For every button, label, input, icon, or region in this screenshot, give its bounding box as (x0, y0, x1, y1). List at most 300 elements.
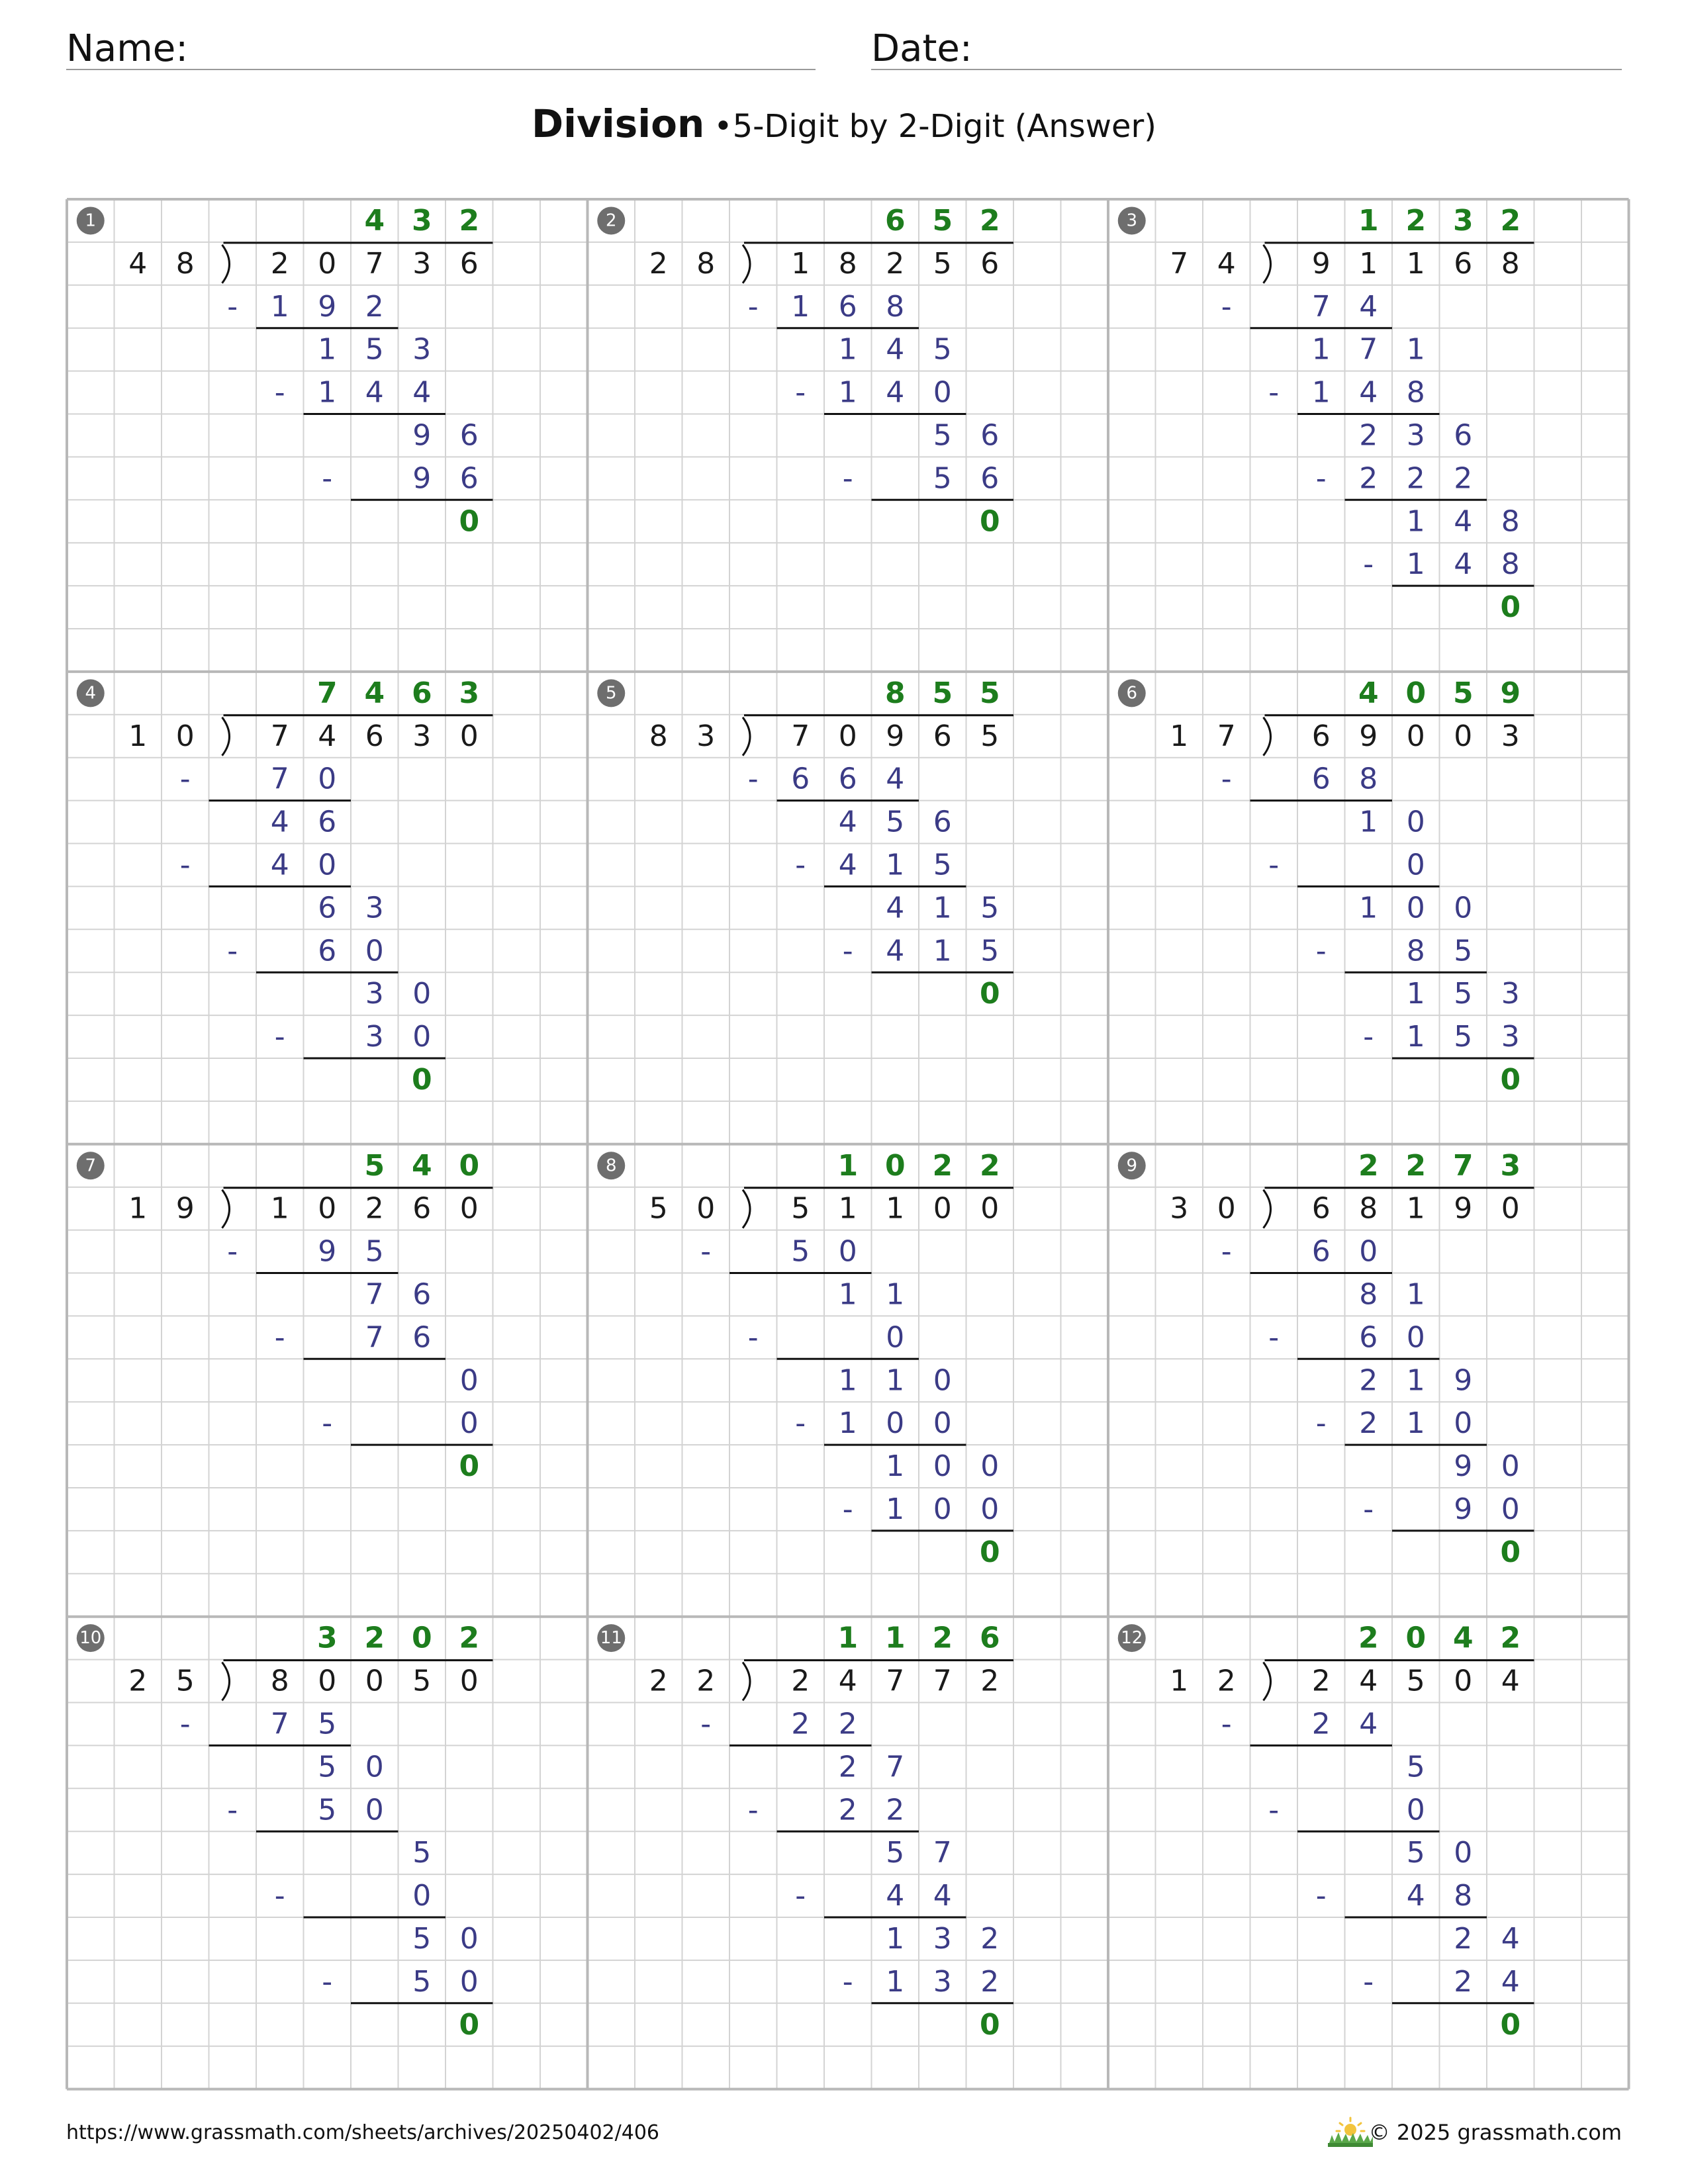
quotient-digit: 2 (364, 1621, 385, 1655)
divisor-digit: 4 (1217, 246, 1236, 281)
dividend-digit: 9 (1359, 719, 1378, 753)
step-digit: 2 (791, 1707, 810, 1741)
minus-sign: - (1315, 934, 1327, 968)
step-digit: 4 (838, 805, 857, 839)
dividend-digit: 5 (791, 1191, 810, 1226)
step-digit: 1 (1406, 1277, 1425, 1312)
problem-number: 3 (1126, 210, 1138, 231)
minus-sign: - (1315, 1879, 1327, 1913)
minus-sign: - (1363, 547, 1374, 582)
divisor-digit: 1 (1170, 719, 1189, 753)
step-digit: 0 (365, 934, 384, 968)
step-digit: 7 (365, 1277, 384, 1312)
quotient-digit: 0 (884, 1148, 906, 1183)
quotient-digit: 2 (932, 1621, 953, 1655)
quotient-digit: 4 (364, 676, 385, 710)
dividend-digit: 6 (980, 246, 1000, 281)
quotient-digit: 2 (459, 1621, 480, 1655)
quotient-digit: 2 (1500, 1621, 1521, 1655)
dividend-digit: 0 (318, 1664, 337, 1698)
step-digit: 4 (933, 1879, 952, 1913)
quotient-digit: 7 (1452, 1148, 1474, 1183)
step-digit: 6 (980, 461, 1000, 496)
quotient-digit: 3 (411, 203, 432, 238)
step-digit: 6 (791, 762, 810, 796)
step-digit: 0 (1359, 1234, 1378, 1269)
step-digit: 1 (886, 848, 905, 882)
dividend-digit: 4 (318, 719, 337, 753)
step-digit: 4 (1501, 1964, 1520, 1999)
dividend-digit: 4 (1501, 1664, 1520, 1698)
division-bracket (743, 717, 750, 756)
step-digit: 0 (886, 1406, 905, 1441)
step-digit: 2 (980, 1921, 1000, 1956)
step-digit: 6 (1311, 1234, 1331, 1269)
step-digit: 4 (886, 762, 905, 796)
quotient-digit: 1 (837, 1621, 859, 1655)
minus-sign: - (747, 1793, 759, 1827)
minus-sign: - (1268, 848, 1280, 882)
minus-sign: - (1268, 1793, 1280, 1827)
minus-sign: - (842, 461, 853, 496)
step-digit: 2 (1359, 461, 1378, 496)
footer-copyright: © 2025 grassmath.com (1368, 2120, 1622, 2145)
step-digit: 1 (838, 375, 857, 410)
remainder-digit: 0 (1500, 2007, 1521, 2042)
quotient-digit: 4 (364, 203, 385, 238)
remainder-digit: 0 (979, 977, 1000, 1011)
step-digit: 1 (1359, 805, 1378, 839)
division-bracket (743, 1190, 750, 1228)
step-digit: 8 (1359, 1277, 1378, 1312)
quotient-digit: 1 (1358, 203, 1379, 238)
step-digit: 8 (1501, 547, 1520, 582)
dividend-digit: 0 (838, 719, 857, 753)
step-digit: 0 (1454, 1836, 1473, 1870)
dividend-digit: 1 (1359, 246, 1378, 281)
minus-sign: - (795, 848, 806, 882)
quotient-digit: 5 (364, 1148, 385, 1183)
step-digit: 1 (1406, 977, 1425, 1011)
minus-sign: - (1221, 1707, 1232, 1741)
divisor-digit: 2 (128, 1664, 148, 1698)
division-bracket (1264, 1190, 1271, 1228)
step-digit: 9 (1454, 1449, 1473, 1484)
remainder-digit: 0 (979, 504, 1000, 539)
quotient-digit: 7 (316, 676, 338, 710)
step-digit: 1 (1406, 1363, 1425, 1398)
dividend-digit: 8 (270, 1664, 289, 1698)
dividend-digit: 7 (365, 246, 384, 281)
step-digit: 0 (1406, 1320, 1425, 1355)
divisor-digit: 1 (128, 719, 148, 753)
step-digit: 6 (933, 805, 952, 839)
quotient-digit: 5 (1452, 676, 1474, 710)
step-digit: 0 (318, 848, 337, 882)
dividend-digit: 0 (1454, 719, 1473, 753)
dividend-digit: 1 (886, 1191, 905, 1226)
dividend-digit: 0 (459, 1664, 479, 1698)
step-digit: 6 (838, 762, 857, 796)
step-digit: 2 (1311, 1707, 1331, 1741)
step-digit: 1 (886, 1277, 905, 1312)
step-digit: 3 (412, 332, 432, 367)
step-digit: 2 (1359, 1406, 1378, 1441)
dividend-digit: 2 (791, 1664, 810, 1698)
step-digit: 5 (365, 332, 384, 367)
step-digit: 5 (886, 1836, 905, 1870)
quotient-digit: 3 (1452, 203, 1474, 238)
dividend-digit: 0 (318, 1191, 337, 1226)
dividend-digit: 8 (838, 246, 857, 281)
dividend-digit: 8 (1501, 246, 1520, 281)
step-digit: 2 (838, 1793, 857, 1827)
minus-sign: - (842, 1492, 853, 1526)
step-digit: 6 (1454, 418, 1473, 453)
step-digit: 2 (1406, 461, 1425, 496)
minus-sign: - (322, 1964, 333, 1999)
step-digit: 7 (270, 762, 289, 796)
step-digit: 0 (412, 977, 432, 1011)
dividend-digit: 3 (1501, 719, 1520, 753)
divisor-digit: 1 (128, 1191, 148, 1226)
step-digit: 5 (980, 891, 1000, 925)
step-digit: 5 (980, 934, 1000, 968)
step-digit: 1 (1359, 891, 1378, 925)
step-digit: 1 (886, 1492, 905, 1526)
divisor-digit: 2 (649, 246, 668, 281)
divisor-digit: 3 (1170, 1191, 1189, 1226)
remainder-digit: 0 (979, 1535, 1000, 1569)
step-digit: 0 (933, 1492, 952, 1526)
step-digit: 1 (838, 332, 857, 367)
division-bracket (1264, 245, 1271, 283)
step-digit: 4 (886, 934, 905, 968)
step-digit: 2 (1454, 461, 1473, 496)
step-digit: 3 (365, 891, 384, 925)
footer-url[interactable]: https://www.grassmath.com/sheets/archives/20250402/406 (66, 2121, 660, 2144)
step-digit: 5 (933, 461, 952, 496)
step-digit: 5 (886, 805, 905, 839)
step-digit: 2 (838, 1750, 857, 1784)
step-digit: 1 (886, 1921, 905, 1956)
minus-sign: - (227, 1234, 238, 1269)
quotient-digit: 0 (411, 1621, 432, 1655)
step-digit: 4 (270, 848, 289, 882)
minus-sign: - (227, 289, 238, 324)
quotient-digit: 2 (1358, 1148, 1379, 1183)
dividend-digit: 2 (270, 246, 289, 281)
step-digit: 2 (365, 289, 384, 324)
step-digit: 8 (1359, 762, 1378, 796)
step-digit: 0 (459, 1406, 479, 1441)
dividend-digit: 2 (980, 1664, 1000, 1698)
step-digit: 0 (933, 1449, 952, 1484)
step-digit: 7 (1311, 289, 1331, 324)
dividend-digit: 9 (886, 719, 905, 753)
title-separator: • (714, 108, 733, 145)
step-digit: 6 (412, 1320, 432, 1355)
step-digit: 7 (1359, 332, 1378, 367)
problem-number: 11 (600, 1628, 622, 1649)
dividend-digit: 3 (412, 246, 432, 281)
minus-sign: - (747, 1320, 759, 1355)
problem-number: 5 (605, 683, 617, 704)
division-bracket (1264, 717, 1271, 756)
dividend-digit: 2 (365, 1191, 384, 1226)
quotient-digit: 3 (459, 676, 480, 710)
minus-sign: - (179, 848, 191, 882)
step-digit: 3 (365, 977, 384, 1011)
problem-number: 8 (605, 1156, 617, 1176)
step-digit: 8 (1501, 504, 1520, 539)
step-digit: 1 (318, 375, 337, 410)
divisor-digit: 4 (128, 246, 148, 281)
quotient-digit: 6 (884, 203, 906, 238)
step-digit: 2 (886, 1793, 905, 1827)
step-digit: 6 (318, 891, 337, 925)
step-digit: 4 (886, 891, 905, 925)
quotient-digit: 2 (1405, 1148, 1427, 1183)
dividend-digit: 5 (412, 1664, 432, 1698)
step-digit: 5 (1454, 934, 1473, 968)
quotient-digit: 4 (1358, 676, 1379, 710)
step-digit: 2 (980, 1964, 1000, 1999)
step-digit: 0 (459, 1921, 479, 1956)
step-digit: 1 (1406, 547, 1425, 582)
dividend-digit: 0 (318, 246, 337, 281)
step-digit: 6 (838, 289, 857, 324)
dividend-digit: 7 (270, 719, 289, 753)
remainder-digit: 0 (1500, 1535, 1521, 1569)
step-digit: 4 (1501, 1921, 1520, 1956)
minus-sign: - (747, 762, 759, 796)
minus-sign: - (842, 934, 853, 968)
remainder-digit: 0 (411, 1062, 432, 1097)
dividend-digit: 3 (412, 719, 432, 753)
step-digit: 8 (1406, 934, 1425, 968)
step-digit: 1 (838, 1277, 857, 1312)
step-digit: 1 (933, 891, 952, 925)
step-digit: 1 (886, 1964, 905, 1999)
step-digit: 0 (1406, 891, 1425, 925)
dividend-digit: 9 (1454, 1191, 1473, 1226)
step-digit: 5 (933, 418, 952, 453)
dividend-digit: 0 (459, 1191, 479, 1226)
step-digit: 4 (838, 848, 857, 882)
minus-sign: - (274, 1879, 285, 1913)
quotient-digit: 6 (411, 676, 432, 710)
step-digit: 0 (933, 375, 952, 410)
minus-sign: - (700, 1234, 712, 1269)
step-digit: 0 (365, 1793, 384, 1827)
step-digit: 6 (459, 418, 479, 453)
division-bracket (222, 717, 230, 756)
step-digit: 1 (1406, 1406, 1425, 1441)
dividend-digit: 7 (791, 719, 810, 753)
minus-sign: - (1315, 1406, 1327, 1441)
quotient-digit: 5 (979, 676, 1000, 710)
divisor-digit: 2 (649, 1664, 668, 1698)
step-digit: 1 (1311, 332, 1331, 367)
step-digit: 5 (412, 1964, 432, 1999)
remainder-digit: 0 (979, 2007, 1000, 2042)
quotient-digit: 2 (1500, 203, 1521, 238)
step-digit: 1 (791, 289, 810, 324)
quotient-digit: 5 (932, 676, 953, 710)
dividend-digit: 1 (270, 1191, 289, 1226)
step-digit: 5 (318, 1793, 337, 1827)
minus-sign: - (274, 1020, 285, 1054)
divisor-digit: 1 (1170, 1664, 1189, 1698)
name-label: Name: (66, 27, 189, 70)
divisor-digit: 8 (649, 719, 668, 753)
step-digit: 7 (886, 1750, 905, 1784)
step-digit: 1 (933, 934, 952, 968)
step-digit: 0 (1406, 848, 1425, 882)
step-digit: 5 (1406, 1750, 1425, 1784)
step-digit: 2 (838, 1707, 857, 1741)
step-digit: 7 (933, 1836, 952, 1870)
problem-number: 6 (1126, 683, 1138, 704)
step-digit: 2 (1454, 1964, 1473, 1999)
step-digit: 0 (1454, 891, 1473, 925)
division-bracket (222, 1190, 230, 1228)
dividend-digit: 5 (933, 246, 952, 281)
divisor-digit: 5 (649, 1191, 668, 1226)
step-digit: 6 (318, 805, 337, 839)
dividend-digit: 5 (1406, 1664, 1425, 1698)
minus-sign: - (1363, 1964, 1374, 1999)
quotient-digit: 3 (1500, 1148, 1521, 1183)
dividend-digit: 1 (838, 1191, 857, 1226)
quotient-digit: 6 (979, 1621, 1000, 1655)
step-digit: 6 (980, 418, 1000, 453)
dividend-digit: 0 (1454, 1664, 1473, 1698)
division-bracket (743, 245, 750, 283)
divisor-digit: 7 (1170, 246, 1189, 281)
step-digit: 0 (1406, 805, 1425, 839)
dividend-digit: 0 (459, 719, 479, 753)
quotient-digit: 4 (1452, 1621, 1474, 1655)
minus-sign: - (227, 934, 238, 968)
minus-sign: - (1315, 461, 1327, 496)
date-label: Date: (871, 27, 972, 70)
remainder-digit: 0 (459, 2007, 480, 2042)
dividend-digit: 7 (933, 1664, 952, 1698)
step-digit: 3 (365, 1020, 384, 1054)
step-digit: 5 (933, 332, 952, 367)
dividend-digit: 1 (1406, 1191, 1425, 1226)
step-digit: 0 (886, 1320, 905, 1355)
minus-sign: - (747, 289, 759, 324)
quotient-digit: 4 (411, 1148, 432, 1183)
title-main: Division (531, 101, 705, 146)
quotient-digit: 2 (932, 1148, 953, 1183)
step-digit: 2 (1454, 1921, 1473, 1956)
step-digit: 1 (838, 1363, 857, 1398)
minus-sign: - (1268, 375, 1280, 410)
step-digit: 3 (933, 1964, 952, 1999)
dividend-digit: 7 (886, 1664, 905, 1698)
step-digit: 8 (886, 289, 905, 324)
dividend-digit: 6 (1311, 1191, 1331, 1226)
step-digit: 1 (1311, 375, 1331, 410)
division-bracket (1264, 1662, 1271, 1701)
problem-number: 9 (1126, 1156, 1138, 1176)
divisor-digit: 5 (175, 1664, 195, 1698)
step-digit: 0 (318, 762, 337, 796)
step-digit: 1 (318, 332, 337, 367)
step-digit: 5 (412, 1921, 432, 1956)
minus-sign: - (1268, 1320, 1280, 1355)
step-digit: 0 (1454, 1406, 1473, 1441)
division-bracket (222, 245, 230, 283)
step-digit: 5 (365, 1234, 384, 1269)
dividend-digit: 5 (980, 719, 1000, 753)
dividend-digit: 6 (365, 719, 384, 753)
step-digit: 3 (1501, 1020, 1520, 1054)
remainder-digit: 0 (459, 1449, 480, 1484)
dividend-digit: 0 (365, 1664, 384, 1698)
step-digit: 4 (886, 332, 905, 367)
divisor-digit: 2 (696, 1664, 716, 1698)
step-digit: 1 (1406, 332, 1425, 367)
step-digit: 8 (1406, 375, 1425, 410)
step-digit: 6 (1359, 1320, 1378, 1355)
dividend-digit: 0 (933, 1191, 952, 1226)
problem-number: 4 (85, 683, 97, 704)
dividend-digit: 6 (412, 1191, 432, 1226)
dividend-digit: 8 (1359, 1191, 1378, 1226)
step-digit: 0 (1501, 1449, 1520, 1484)
problem-number: 12 (1121, 1628, 1143, 1649)
step-digit: 5 (791, 1234, 810, 1269)
step-digit: 3 (1406, 418, 1425, 453)
step-digit: 1 (838, 1406, 857, 1441)
minus-sign: - (274, 1320, 285, 1355)
step-digit: 5 (933, 848, 952, 882)
step-digit: 4 (1406, 1879, 1425, 1913)
divisor-digit: 3 (696, 719, 716, 753)
step-digit: 0 (933, 1363, 952, 1398)
minus-sign: - (1363, 1020, 1374, 1054)
step-digit: 0 (459, 1964, 479, 1999)
step-digit: 6 (412, 1277, 432, 1312)
step-digit: 0 (412, 1020, 432, 1054)
quotient-digit: 5 (932, 203, 953, 238)
step-digit: 1 (886, 1449, 905, 1484)
step-digit: 4 (1359, 289, 1378, 324)
step-digit: 9 (1454, 1492, 1473, 1526)
minus-sign: - (1221, 1234, 1232, 1269)
problem-number: 7 (85, 1156, 97, 1176)
step-digit: 4 (1454, 547, 1473, 582)
divisor-digit: 9 (175, 1191, 195, 1226)
step-digit: 5 (1406, 1836, 1425, 1870)
step-digit: 1 (1406, 1020, 1425, 1054)
problem-number: 10 (79, 1628, 102, 1649)
divisor-digit: 0 (175, 719, 195, 753)
step-digit: 5 (318, 1750, 337, 1784)
dividend-digit: 0 (1501, 1191, 1520, 1226)
step-digit: 0 (933, 1406, 952, 1441)
step-digit: 9 (1454, 1363, 1473, 1398)
remainder-digit: 0 (1500, 590, 1521, 625)
step-digit: 9 (412, 461, 432, 496)
step-digit: 1 (886, 1363, 905, 1398)
step-digit: 7 (365, 1320, 384, 1355)
